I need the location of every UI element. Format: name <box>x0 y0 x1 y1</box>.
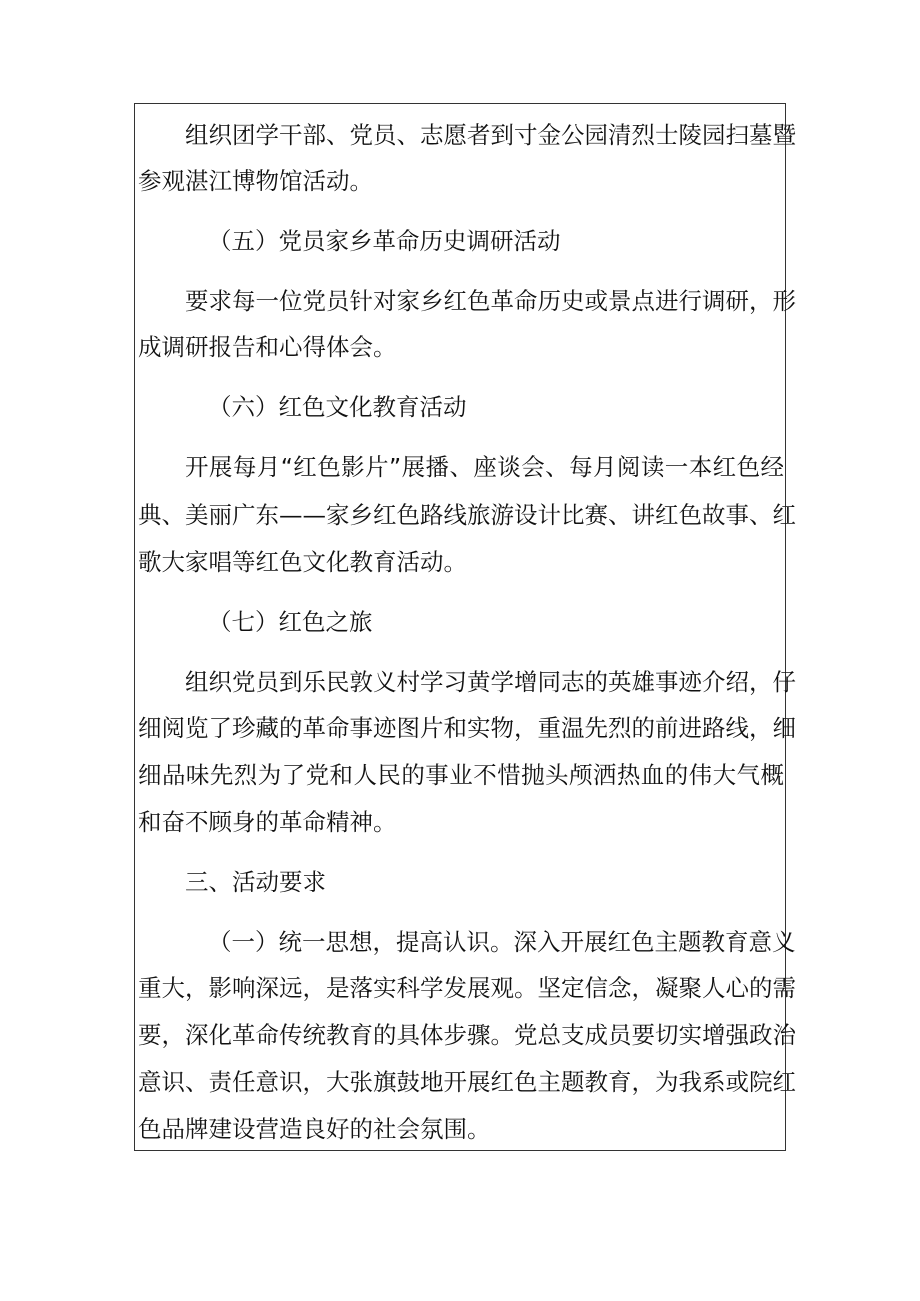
text-line: 要，深化革命传统教育的具体步骤。党总支成员要切实增强政治 <box>138 1021 796 1049</box>
text-line: （一）统一思想，提高认识。深入开展红色主题教育意义 <box>208 928 796 956</box>
text-line: 和奋不顾身的革命精神。 <box>138 808 397 836</box>
text-line: 参观湛江博物馆活动。 <box>138 167 373 195</box>
text-line: 细阅览了珍藏的革命事迹图片和实物，重温先烈的前进路线，细 <box>138 714 796 742</box>
text-line: 组织党员到乐民敦义村学习黄学增同志的英雄事迹介绍，仔 <box>185 668 796 696</box>
text-line: 开展每月“红色影片”展播、座谈会、每月阅读一本红色经 <box>185 453 784 481</box>
text-line: 重大，影响深远，是落实科学发展观。坚定信念，凝聚人心的需 <box>138 974 796 1002</box>
section-heading-7: （七）红色之旅 <box>208 608 373 636</box>
text-line: 典、美丽广东——家乡红色路线旅游设计比赛、讲红色故事、红 <box>138 501 796 529</box>
text-line: 细品味先烈为了党和人民的事业不惜抛头颅洒热血的伟大气概 <box>138 761 784 789</box>
section-heading-requirements: 三、活动要求 <box>185 868 326 896</box>
text-line: 组织团学干部、党员、志愿者到寸金公园清烈士陵园扫墓暨 <box>185 121 796 149</box>
section-heading-5: （五）党员家乡革命历史调研活动 <box>208 227 561 255</box>
text-line: 成调研报告和心得体会。 <box>138 333 397 361</box>
text-line: 要求每一位党员针对家乡红色革命历史或景点进行调研，形 <box>185 287 796 315</box>
section-heading-6: （六）红色文化教育活动 <box>208 393 467 421</box>
text-line: 色品牌建设营造良好的社会氛围。 <box>138 1115 491 1143</box>
text-line: 歌大家唱等红色文化教育活动。 <box>138 548 467 576</box>
text-line: 意识、责任意识，大张旗鼓地开展红色主题教育，为我系或院红 <box>138 1068 796 1096</box>
